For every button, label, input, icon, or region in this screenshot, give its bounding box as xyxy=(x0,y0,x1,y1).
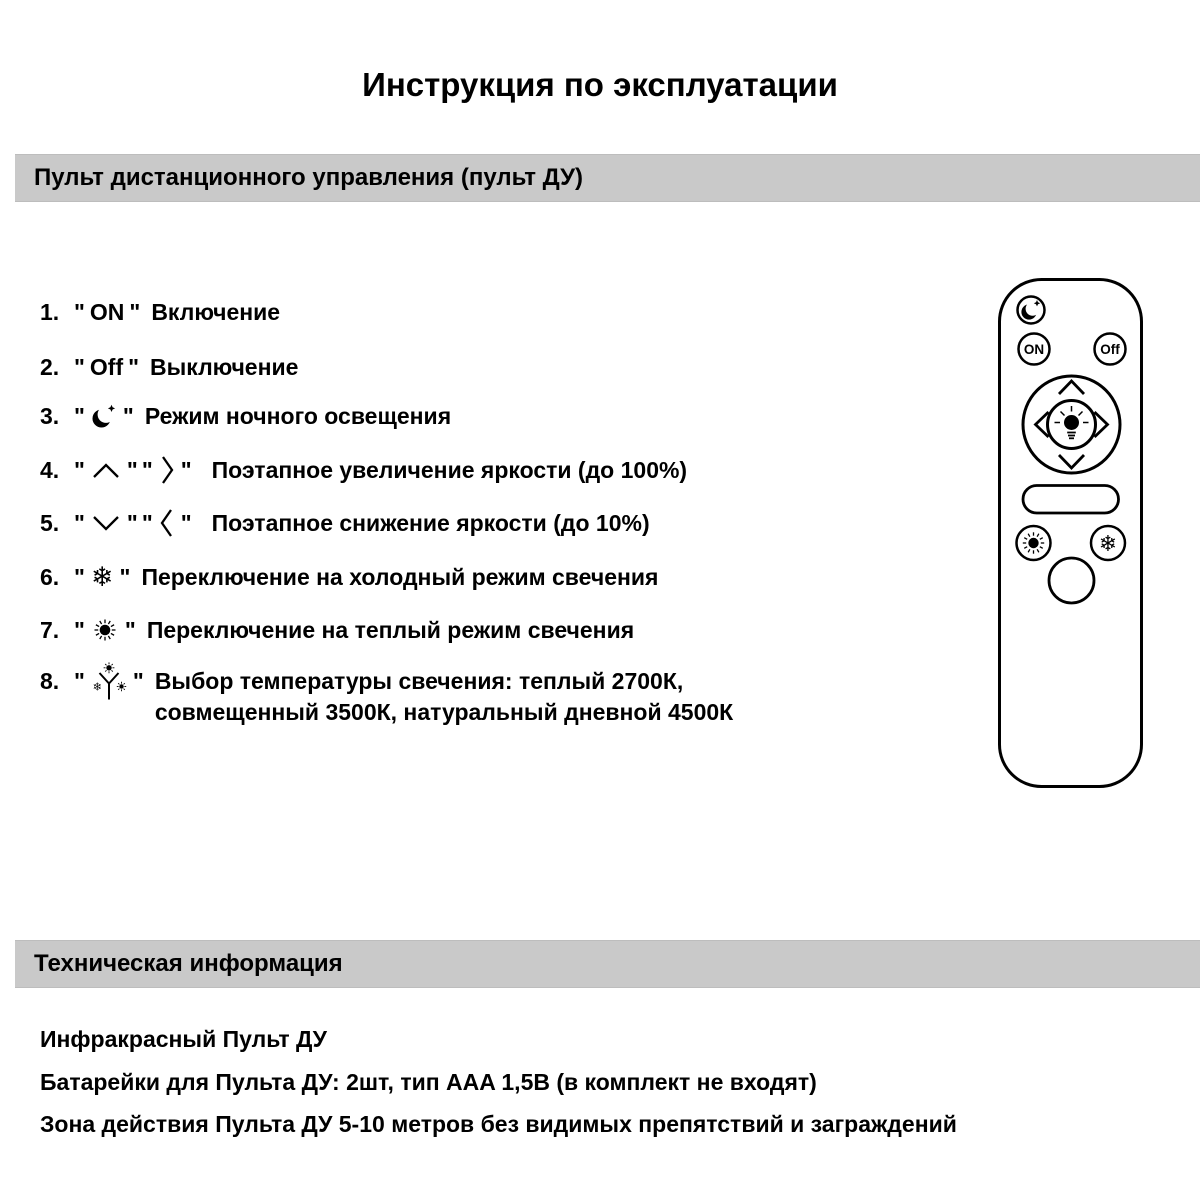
tech-info-line: Батарейки для Пульта ДУ: 2шт, тип AAA 1,5В (в комплект не входят) xyxy=(40,1069,817,1095)
tech-info-line: Зона действия Пульта ДУ 5-10 метров без видимых препятствий и заграждений xyxy=(40,1111,957,1137)
on-token: ON xyxy=(89,298,125,325)
list-item-brightness-up xyxy=(40,453,687,487)
quote-mark: " xyxy=(74,402,85,429)
quote-mark: " xyxy=(74,456,85,483)
section-header-remote-label: Пульт дистанционного управления (пульт ДУ) xyxy=(34,164,583,191)
list-item-color-temperature xyxy=(40,666,800,728)
section-header-tech xyxy=(15,940,1200,988)
quote-mark: " xyxy=(74,509,85,536)
quote-mark: " xyxy=(141,509,153,536)
item-number: 6. xyxy=(40,563,60,590)
quote-mark: " xyxy=(141,456,153,483)
item-label: Поэтапное снижение яркости (до 10%) xyxy=(211,509,650,536)
color-temperature-selector-icon xyxy=(91,662,127,706)
snowflake-icon: ❄ xyxy=(90,561,114,592)
item-number: 2. xyxy=(40,353,60,380)
snowflake-icon: ❄ xyxy=(1098,531,1118,556)
off-button-label: Off xyxy=(1100,342,1120,357)
item-label: Режим ночного освещения xyxy=(144,402,452,429)
quote-mark: " xyxy=(74,298,85,325)
remote-control-illustration xyxy=(998,278,1143,788)
quote-mark: " xyxy=(74,668,85,694)
page-title: Инструкция по эксплуатации xyxy=(362,66,838,103)
list-item-cold-mode xyxy=(40,560,658,594)
item-label: Поэтапное увеличение яркости (до 100%) xyxy=(211,456,688,483)
item-number: 1. xyxy=(40,298,60,325)
quote-mark: " xyxy=(74,353,85,380)
quote-mark: " xyxy=(124,616,136,643)
item-number: 7. xyxy=(40,616,60,643)
item-label: Переключение на холодный режим свечения xyxy=(141,563,659,590)
quote-mark: " xyxy=(128,353,140,380)
quote-mark: " xyxy=(180,509,192,536)
chevron-down-icon xyxy=(91,515,121,532)
item-label: Включение xyxy=(151,298,281,325)
chevron-up-icon xyxy=(91,462,121,479)
chevron-left-icon xyxy=(159,507,175,539)
tech-info-line: Инфракрасный Пульт ДУ xyxy=(40,1026,327,1052)
quote-mark: " xyxy=(119,563,131,590)
crescent-moon-icon xyxy=(91,402,117,430)
list-item-night-mode xyxy=(40,399,451,433)
item-label: Выбор температуры свечения: теплый 2700К, совмещенный 3500К, натуральный дневной 4500К xyxy=(154,668,734,725)
item-number: 8. xyxy=(40,668,60,694)
quote-mark: " xyxy=(180,456,192,483)
item-number: 4. xyxy=(40,456,60,483)
list-item-off xyxy=(40,350,298,384)
section-header-remote xyxy=(15,154,1200,202)
section-header-tech-label: Техническая информация xyxy=(34,950,343,977)
quote-mark: " xyxy=(74,563,85,590)
quote-mark: " xyxy=(74,616,85,643)
item-number: 3. xyxy=(40,402,60,429)
quote-mark: " xyxy=(126,509,138,536)
item-label: Выключение xyxy=(150,353,299,380)
list-item-warm-mode xyxy=(40,613,634,647)
quote-mark: " xyxy=(126,456,138,483)
quote-mark: " xyxy=(132,668,144,694)
quote-mark: " xyxy=(122,402,134,429)
list-item-brightness-down xyxy=(40,506,650,540)
sun-icon xyxy=(91,616,119,644)
off-token: Off xyxy=(89,353,124,380)
quote-mark: " xyxy=(129,298,141,325)
on-button-label: ON xyxy=(1023,342,1045,357)
item-label: Переключение на теплый режим свечения xyxy=(146,616,635,643)
item-number: 5. xyxy=(40,509,60,536)
chevron-right-icon xyxy=(159,454,175,486)
list-item-on xyxy=(40,295,280,329)
svg-text:❄: ❄ xyxy=(92,681,102,694)
